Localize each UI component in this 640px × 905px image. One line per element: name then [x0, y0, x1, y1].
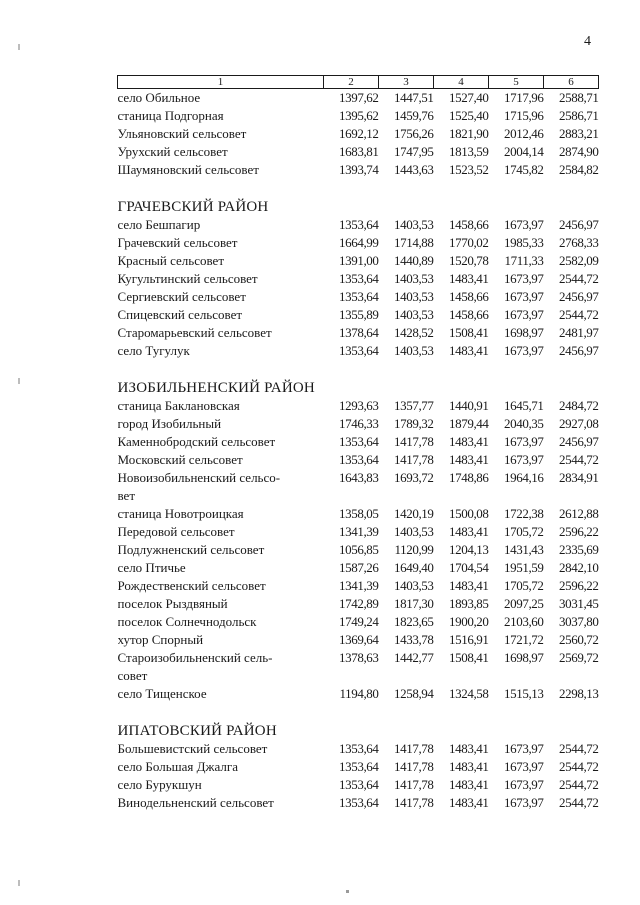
- value-cell: 2584,82: [559, 162, 599, 177]
- value-cell: 1447,51: [394, 90, 434, 105]
- value-cell: 1459,76: [394, 108, 434, 123]
- table-row: [118, 161, 599, 179]
- settlement-name-line: село Большая Джалга: [117, 759, 238, 774]
- table-row: [118, 794, 599, 812]
- value-cell: 1431,43: [504, 542, 544, 557]
- value-cell: 2544,72: [559, 795, 599, 810]
- value-cell: 1692,12: [339, 126, 379, 141]
- settlement-name-line: Староизобильненский сель-: [117, 650, 273, 665]
- table-body: [118, 89, 599, 813]
- table-row: [118, 270, 599, 288]
- value-cell: 1748,86: [449, 470, 489, 485]
- table-row: [118, 541, 599, 559]
- value-cell: 1483,41: [449, 578, 489, 593]
- value-cell: 1745,82: [504, 162, 544, 177]
- value-cell: 1483,41: [449, 343, 489, 358]
- settlement-name-line: хутор Спорный: [117, 632, 204, 647]
- settlement-name: [118, 613, 324, 631]
- settlement-name-line: поселок Солнечнодольск: [117, 614, 257, 629]
- settlement-name-line: село Тищенское: [117, 686, 207, 701]
- value-cell: 1711,33: [504, 253, 544, 268]
- value-cell: 2481,97: [559, 325, 599, 340]
- value-cell: 1120,99: [394, 542, 434, 557]
- settlement-name-line: село Бурукшун: [117, 777, 202, 792]
- settlement-name: [118, 252, 324, 270]
- table-row: [118, 397, 599, 415]
- value-cell: 1420,19: [394, 506, 434, 521]
- value-cell: 1391,00: [339, 253, 379, 268]
- value-cell: 1204,13: [449, 542, 489, 557]
- value-cell: 1683,81: [339, 144, 379, 159]
- value-cell: 1747,95: [394, 144, 434, 159]
- value-cell: 1515,13: [504, 686, 544, 701]
- column-header: 6: [544, 76, 599, 89]
- value-cell: 1194,80: [339, 686, 379, 701]
- value-cell: 1393,74: [339, 162, 379, 177]
- value-cell: 2569,72: [559, 650, 599, 665]
- value-cell: 1417,78: [394, 741, 434, 756]
- table-row: [118, 559, 599, 577]
- table-row: [118, 577, 599, 595]
- district-heading: ГРАЧЕВСКИЙ РАЙОН: [117, 199, 269, 215]
- spacer-row: [118, 360, 599, 378]
- value-cell: 1673,97: [504, 217, 544, 232]
- margin-mark: [18, 880, 20, 886]
- district-heading-row: [118, 378, 599, 397]
- value-cell: 1442,77: [394, 650, 434, 665]
- settlement-name: [118, 740, 324, 758]
- value-cell: 1746,33: [339, 416, 379, 431]
- value-cell: 1483,41: [449, 434, 489, 449]
- value-cell: 2588,71: [559, 90, 599, 105]
- table-row: [118, 631, 599, 649]
- value-cell: 2768,33: [559, 235, 599, 250]
- value-cell: 1523,52: [449, 162, 489, 177]
- value-cell: 1721,72: [504, 632, 544, 647]
- settlement-name: [118, 523, 324, 541]
- settlement-name: [118, 107, 324, 125]
- value-cell: 1458,66: [449, 217, 489, 232]
- district-heading: ИПАТОВСКИЙ РАЙОН: [117, 723, 277, 739]
- value-cell: 1645,71: [504, 398, 544, 413]
- settlement-name-line: Сергиевский сельсовет: [117, 289, 246, 304]
- value-cell: 1951,59: [504, 560, 544, 575]
- value-cell: 1756,26: [394, 126, 434, 141]
- table-row: [118, 649, 599, 685]
- settlement-name-line: Кугультинский сельсовет: [117, 271, 258, 286]
- value-cell: 2456,97: [559, 434, 599, 449]
- spacer-cell: [118, 703, 599, 721]
- value-cell: 1704,54: [449, 560, 489, 575]
- settlement-name: [118, 685, 324, 703]
- table-row: [118, 613, 599, 631]
- value-cell: 1715,96: [504, 108, 544, 123]
- table-row: [118, 107, 599, 125]
- value-cell: 1440,91: [449, 398, 489, 413]
- value-cell: 1717,96: [504, 90, 544, 105]
- value-cell: 1520,78: [449, 253, 489, 268]
- value-cell: 1879,44: [449, 416, 489, 431]
- table-row: [118, 125, 599, 143]
- value-cell: 1353,64: [339, 795, 379, 810]
- spacer-row: [118, 703, 599, 721]
- value-cell: 1403,53: [394, 578, 434, 593]
- value-cell: 2004,14: [504, 144, 544, 159]
- value-cell: 1395,62: [339, 108, 379, 123]
- value-cell: 1428,52: [394, 325, 434, 340]
- table-row: [118, 288, 599, 306]
- table-row: [118, 595, 599, 613]
- value-cell: 1649,40: [394, 560, 434, 575]
- value-cell: 1403,53: [394, 343, 434, 358]
- value-cell: 1673,97: [504, 452, 544, 467]
- value-cell: 1417,78: [394, 452, 434, 467]
- value-cell: 1353,64: [339, 452, 379, 467]
- settlement-name-line: Рождественский сельсовет: [117, 578, 266, 593]
- value-cell: 2103,60: [504, 614, 544, 629]
- value-cell: 2596,22: [559, 524, 599, 539]
- settlement-name-line: Подлужненский сельсовет: [117, 542, 265, 557]
- value-cell: 2612,88: [559, 506, 599, 521]
- settlement-name-line: Старомарьевский сельсовет: [117, 325, 272, 340]
- value-cell: 1789,32: [394, 416, 434, 431]
- value-cell: 1673,97: [504, 777, 544, 792]
- value-cell: 1417,78: [394, 434, 434, 449]
- table-row: [118, 433, 599, 451]
- value-cell: 2544,72: [559, 452, 599, 467]
- settlement-name-line: Передовой сельсовет: [117, 524, 235, 539]
- value-cell: 1353,64: [339, 271, 379, 286]
- table-row: [118, 306, 599, 324]
- value-cell: 2456,97: [559, 289, 599, 304]
- value-cell: 1341,39: [339, 578, 379, 593]
- value-cell: 1673,97: [504, 741, 544, 756]
- value-cell: 1673,97: [504, 434, 544, 449]
- settlement-name: [118, 433, 324, 451]
- settlement-name-continuation: совет: [117, 668, 148, 683]
- table-row: [118, 143, 599, 161]
- value-cell: 2335,69: [559, 542, 599, 557]
- settlement-name-line: Большевистский сельсовет: [117, 741, 268, 756]
- settlement-name: [118, 234, 324, 252]
- value-cell: 1483,41: [449, 741, 489, 756]
- settlement-name: [118, 577, 324, 595]
- settlement-name: [118, 89, 324, 108]
- value-cell: 2012,46: [504, 126, 544, 141]
- settlement-name-continuation: вет: [117, 488, 136, 503]
- spacer-cell: [118, 179, 599, 197]
- value-cell: 2842,10: [559, 560, 599, 575]
- value-cell: 1403,53: [394, 524, 434, 539]
- value-cell: 1341,39: [339, 524, 379, 539]
- settlement-name: [118, 324, 324, 342]
- column-header: 4: [434, 76, 489, 89]
- table-row: [118, 776, 599, 794]
- value-cell: 2874,90: [559, 144, 599, 159]
- settlement-name: [118, 631, 324, 649]
- column-header-row: [118, 76, 599, 89]
- settlement-name-line: Каменнобродский сельсовет: [117, 434, 276, 449]
- value-cell: 1353,64: [339, 217, 379, 232]
- value-cell: 1483,41: [449, 795, 489, 810]
- value-cell: 1483,41: [449, 452, 489, 467]
- tariff-table: [117, 75, 599, 812]
- value-cell: 1443,63: [394, 162, 434, 177]
- value-cell: 1417,78: [394, 759, 434, 774]
- settlement-name-line: село Бешпагир: [117, 217, 201, 232]
- settlement-name: [118, 776, 324, 794]
- settlement-name-line: Урухский сельсовет: [117, 144, 228, 159]
- value-cell: 1353,64: [339, 741, 379, 756]
- value-cell: 2097,25: [504, 596, 544, 611]
- value-cell: 1742,89: [339, 596, 379, 611]
- value-cell: 1500,08: [449, 506, 489, 521]
- value-cell: 2456,97: [559, 217, 599, 232]
- value-cell: 1440,89: [394, 253, 434, 268]
- value-cell: 1369,64: [339, 632, 379, 647]
- value-cell: 1353,64: [339, 434, 379, 449]
- value-cell: 1698,97: [504, 650, 544, 665]
- value-cell: 1705,72: [504, 524, 544, 539]
- settlement-name: [118, 342, 324, 360]
- value-cell: 1714,88: [394, 235, 434, 250]
- table-row: [118, 740, 599, 758]
- district-heading-row: [118, 721, 599, 740]
- margin-mark: [18, 44, 20, 50]
- settlement-name: [118, 415, 324, 433]
- table-row: [118, 252, 599, 270]
- table-row: [118, 89, 599, 108]
- settlement-name-line: Московский сельсовет: [117, 452, 243, 467]
- value-cell: 1355,89: [339, 307, 379, 322]
- value-cell: 1378,63: [339, 650, 379, 665]
- settlement-name-line: Спицевский сельсовет: [117, 307, 243, 322]
- table-row: [118, 216, 599, 234]
- value-cell: 1813,59: [449, 144, 489, 159]
- value-cell: 1964,16: [504, 470, 544, 485]
- value-cell: 1353,64: [339, 343, 379, 358]
- value-cell: 1357,77: [394, 398, 434, 413]
- value-cell: 1516,91: [449, 632, 489, 647]
- column-header: 3: [379, 76, 434, 89]
- value-cell: 2582,09: [559, 253, 599, 268]
- settlement-name: [118, 451, 324, 469]
- spacer-cell: [118, 360, 599, 378]
- value-cell: 1698,97: [504, 325, 544, 340]
- value-cell: 2298,13: [559, 686, 599, 701]
- settlement-name-line: село Обильное: [117, 90, 201, 105]
- value-cell: 1673,97: [504, 343, 544, 358]
- table-row: [118, 523, 599, 541]
- value-cell: 1483,41: [449, 271, 489, 286]
- settlement-name: [118, 595, 324, 613]
- settlement-name: [118, 758, 324, 776]
- value-cell: 1817,30: [394, 596, 434, 611]
- value-cell: 1985,33: [504, 235, 544, 250]
- value-cell: 2544,72: [559, 777, 599, 792]
- value-cell: 1525,40: [449, 108, 489, 123]
- value-cell: 1673,97: [504, 289, 544, 304]
- value-cell: 1673,97: [504, 307, 544, 322]
- value-cell: 1673,97: [504, 759, 544, 774]
- value-cell: 1403,53: [394, 217, 434, 232]
- value-cell: 2834,91: [559, 470, 599, 485]
- settlement-name-line: город Изобильный: [117, 416, 222, 431]
- value-cell: 1722,38: [504, 506, 544, 521]
- value-cell: 1893,85: [449, 596, 489, 611]
- value-cell: 1258,94: [394, 686, 434, 701]
- column-header: 2: [324, 76, 379, 89]
- spacer-row: [118, 179, 599, 197]
- value-cell: 2544,72: [559, 271, 599, 286]
- value-cell: 1358,05: [339, 506, 379, 521]
- value-cell: 1353,64: [339, 759, 379, 774]
- settlement-name: [118, 541, 324, 559]
- table-row: [118, 234, 599, 252]
- value-cell: 2927,08: [559, 416, 599, 431]
- value-cell: 2883,21: [559, 126, 599, 141]
- settlement-name-line: село Птичье: [117, 560, 186, 575]
- value-cell: 2544,72: [559, 759, 599, 774]
- value-cell: 1324,58: [449, 686, 489, 701]
- foot-mark: [346, 890, 349, 893]
- value-cell: 2040,35: [504, 416, 544, 431]
- column-header: 5: [489, 76, 544, 89]
- value-cell: 1900,20: [449, 614, 489, 629]
- value-cell: 1483,41: [449, 759, 489, 774]
- value-cell: 2596,22: [559, 578, 599, 593]
- value-cell: 1693,72: [394, 470, 434, 485]
- value-cell: 1749,24: [339, 614, 379, 629]
- settlement-name: [118, 288, 324, 306]
- value-cell: 1397,62: [339, 90, 379, 105]
- value-cell: 1664,99: [339, 235, 379, 250]
- district-heading-row: [118, 197, 599, 216]
- value-cell: 2456,97: [559, 343, 599, 358]
- value-cell: 1353,64: [339, 289, 379, 304]
- table-row: [118, 451, 599, 469]
- settlement-name-line: Грачевский сельсовет: [117, 235, 238, 250]
- table-row: [118, 324, 599, 342]
- settlement-name-line: станица Подгорная: [117, 108, 224, 123]
- value-cell: 1417,78: [394, 777, 434, 792]
- table-row: [118, 685, 599, 703]
- settlement-name: [118, 794, 324, 812]
- settlement-name: [118, 125, 324, 143]
- settlement-name: [118, 161, 324, 179]
- settlement-name-line: Красный сельсовет: [117, 253, 225, 268]
- settlement-name: [118, 505, 324, 523]
- value-cell: 1673,97: [504, 271, 544, 286]
- settlement-name-line: Винодельненский сельсовет: [117, 795, 274, 810]
- settlement-name: [118, 216, 324, 234]
- value-cell: 1293,63: [339, 398, 379, 413]
- settlement-name-line: поселок Рыздвяный: [117, 596, 228, 611]
- settlement-name: [118, 469, 324, 505]
- settlement-name-line: село Тугулук: [117, 343, 190, 358]
- table-row: [118, 415, 599, 433]
- value-cell: 1587,26: [339, 560, 379, 575]
- value-cell: 1527,40: [449, 90, 489, 105]
- settlement-name: [118, 306, 324, 324]
- settlement-name-line: Новоизобильненский сельсо-: [117, 470, 281, 485]
- table-row: [118, 505, 599, 523]
- value-cell: 1508,41: [449, 325, 489, 340]
- value-cell: 3031,45: [559, 596, 599, 611]
- settlement-name: [118, 559, 324, 577]
- settlement-name-line: станица Новотроицкая: [117, 506, 244, 521]
- table-row: [118, 758, 599, 776]
- value-cell: 1508,41: [449, 650, 489, 665]
- settlement-name: [118, 649, 324, 685]
- value-cell: 1458,66: [449, 289, 489, 304]
- settlement-name: [118, 143, 324, 161]
- table-row: [118, 342, 599, 360]
- page-number: 4: [584, 34, 591, 49]
- value-cell: 2544,72: [559, 307, 599, 322]
- value-cell: 1378,64: [339, 325, 379, 340]
- value-cell: 1056,85: [339, 542, 379, 557]
- value-cell: 2544,72: [559, 741, 599, 756]
- table-row: [118, 469, 599, 505]
- value-cell: 2484,72: [559, 398, 599, 413]
- margin-mark: [18, 378, 20, 384]
- value-cell: 1821,90: [449, 126, 489, 141]
- value-cell: 1483,41: [449, 777, 489, 792]
- district-heading: ИЗОБИЛЬНЕНСКИЙ РАЙОН: [117, 380, 315, 396]
- value-cell: 3037,80: [559, 614, 599, 629]
- settlement-name: [118, 397, 324, 415]
- column-header: 1: [118, 76, 324, 89]
- value-cell: 1433,78: [394, 632, 434, 647]
- value-cell: 1403,53: [394, 271, 434, 286]
- value-cell: 1770,02: [449, 235, 489, 250]
- value-cell: 1643,83: [339, 470, 379, 485]
- value-cell: 1823,65: [394, 614, 434, 629]
- value-cell: 2586,71: [559, 108, 599, 123]
- value-cell: 1403,53: [394, 289, 434, 304]
- value-cell: 1458,66: [449, 307, 489, 322]
- value-cell: 2560,72: [559, 632, 599, 647]
- value-cell: 1353,64: [339, 777, 379, 792]
- value-cell: 1673,97: [504, 795, 544, 810]
- value-cell: 1417,78: [394, 795, 434, 810]
- value-cell: 1483,41: [449, 524, 489, 539]
- value-cell: 1705,72: [504, 578, 544, 593]
- settlement-name: [118, 270, 324, 288]
- settlement-name-line: Шаумяновский сельсовет: [117, 162, 259, 177]
- settlement-name-line: Ульяновский сельсовет: [117, 126, 247, 141]
- value-cell: 1403,53: [394, 307, 434, 322]
- settlement-name-line: станица Баклановская: [117, 398, 240, 413]
